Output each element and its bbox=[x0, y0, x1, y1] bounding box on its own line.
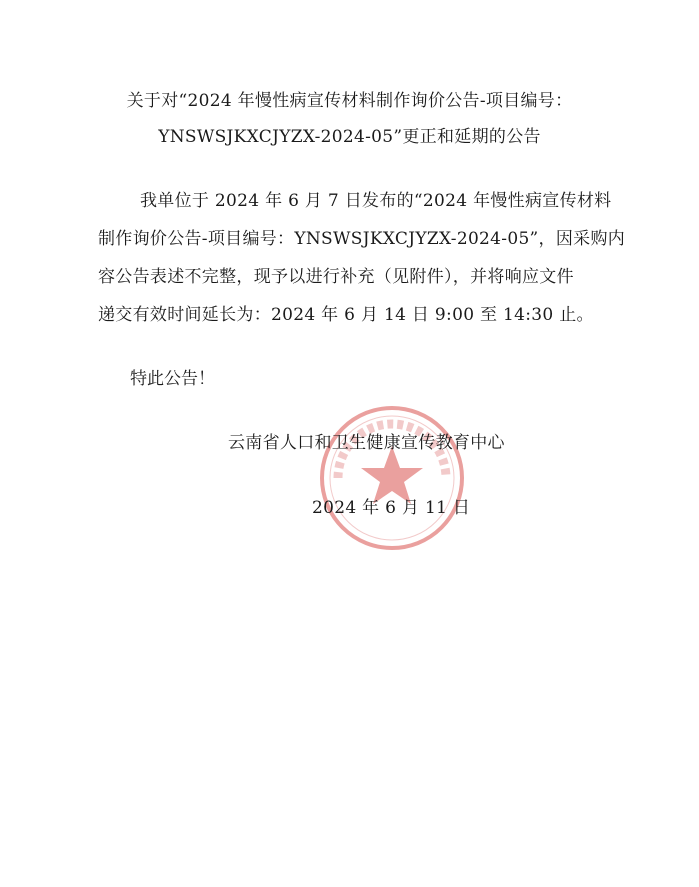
notice-closing: 特此公告！ bbox=[130, 369, 215, 389]
notice-body-line-1: 我单位于 2024 年 6 月 7 日发布的“2024 年慢性病宣传材料 bbox=[140, 191, 612, 211]
official-seal-icon bbox=[318, 404, 466, 552]
notice-body-line-4: 递交有效时间延长为：2024 年 6 月 14 日 9:00 至 14:30 止。 bbox=[98, 305, 594, 325]
notice-body-line-2: 制作询价公告-项目编号：YNSWSJKXCJYZX-2024-05”，因采购内 bbox=[98, 229, 626, 249]
notice-body-line-3: 容公告表述不完整，现予以进行补充（见附件），并将响应文件 bbox=[98, 267, 574, 287]
issue-date: 2024 年 6 月 11 日 bbox=[312, 498, 471, 518]
notice-title-line-2: YNSWSJKXCJYZX-2024-05”更正和延期的公告 bbox=[158, 127, 541, 147]
notice-title-line-1: 关于对“2024 年慢性病宣传材料制作询价公告-项目编号： bbox=[126, 91, 573, 111]
issuing-organization: 云南省人口和卫生健康宣传教育中心 bbox=[228, 433, 505, 453]
